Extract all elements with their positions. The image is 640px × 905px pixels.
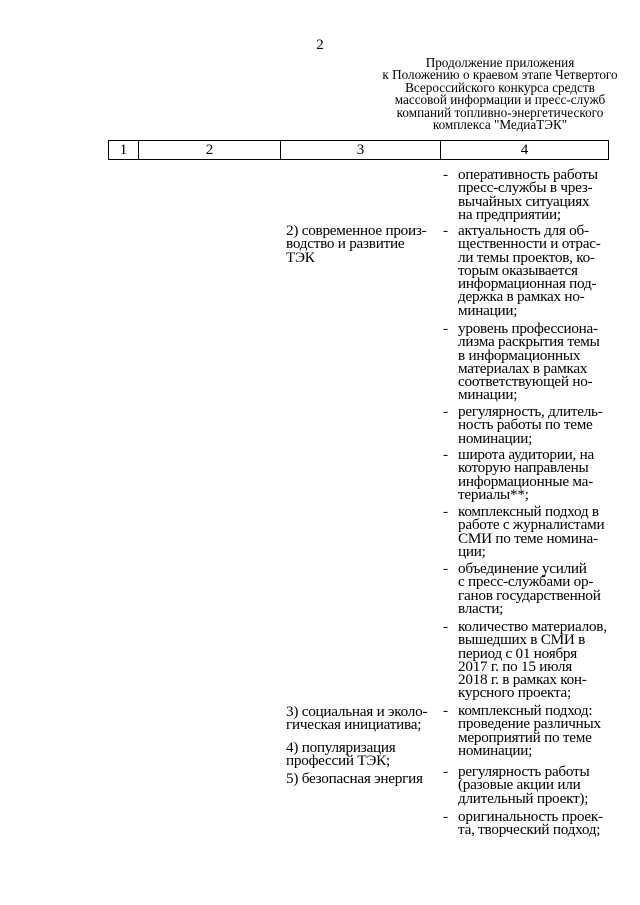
criteria-line: с пресс-службами ор- xyxy=(458,573,594,591)
criteria-line: широта аудитории, на xyxy=(458,446,594,463)
nomination-line: 3) социальная и эколо- xyxy=(286,703,428,720)
criteria-line: на предприятии; xyxy=(458,205,561,223)
list-dash: - xyxy=(443,808,448,825)
criteria-line: ганов государственной xyxy=(458,586,601,604)
header-note-line: компаний топливно-энергетического xyxy=(396,104,604,120)
criteria-line: оригинальность проек- xyxy=(458,808,603,825)
criteria-line: проведение различных xyxy=(458,715,601,733)
criteria-line: ции; xyxy=(458,542,486,560)
criteria-line: 2017 г. по 15 июля xyxy=(458,657,572,675)
criteria-line: соответствующей но- xyxy=(458,373,593,391)
list-dash: - xyxy=(443,618,448,635)
criteria-line: териалы**; xyxy=(458,485,529,503)
nomination-item xyxy=(286,705,427,732)
criteria-line: СМИ по теме номина- xyxy=(458,529,598,547)
criteria-line: объединение усилий xyxy=(458,560,587,577)
header-note-line: Продолжение приложения xyxy=(425,55,575,70)
list-dash: - xyxy=(443,763,448,780)
header-note-line: к Положению о краевом этапе Четвертого xyxy=(382,67,618,83)
criteria-line: номинации; xyxy=(458,429,533,447)
criteria-line: оперативность работы xyxy=(458,166,598,183)
appendix-header-note xyxy=(370,57,630,131)
list-dash: - xyxy=(443,166,448,183)
criteria-line: ли темы проектов, ко- xyxy=(458,248,595,266)
criteria-line: регулярность, длитель- xyxy=(458,403,603,420)
header-note-line: Всероссийского конкурса средств xyxy=(405,79,595,95)
list-dash: - xyxy=(443,222,448,239)
criteria-line: уровень профессиона- xyxy=(458,320,598,337)
criteria-line: держка в рамках но- xyxy=(458,288,585,306)
column-number-4: 4 xyxy=(441,141,609,160)
criteria-line: комплексный подход: xyxy=(458,702,593,719)
nomination-line: 4) популяризация xyxy=(286,739,396,756)
criteria-line: количество материалов, xyxy=(458,618,607,635)
criteria-line: материалах в рамках xyxy=(458,359,588,377)
criteria-line: в информационных xyxy=(458,346,581,364)
criteria-line: та, творческий подход; xyxy=(458,821,601,839)
nomination-line: 2) современное произ- xyxy=(286,222,427,239)
criteria-line: вышедших в СМИ в xyxy=(458,631,586,649)
criteria-line: пресс-службы в чрез- xyxy=(458,179,593,197)
criteria-line: щественности и отрас- xyxy=(458,235,601,253)
column-number-2: 2 xyxy=(139,141,281,160)
nomination-item xyxy=(286,741,396,768)
criteria-line: (разовые акции или xyxy=(458,776,581,794)
criteria-line: актуальность для об- xyxy=(458,222,589,239)
criteria-line: торым оказывается xyxy=(458,261,578,279)
header-note-line: массовой информации и пресс-служб xyxy=(394,92,606,108)
criteria-line: курсного проекта; xyxy=(458,684,572,702)
criteria-line: работе с журналистами xyxy=(458,516,605,534)
nomination-line: ТЭК xyxy=(286,248,315,266)
criteria-line: регулярность работы xyxy=(458,763,590,780)
nomination-line: профессий ТЭК; xyxy=(286,752,390,770)
criteria-line: 2018 г. в рамках кон- xyxy=(458,671,587,689)
criteria-line: минации; xyxy=(458,386,518,404)
criteria-line: власти; xyxy=(458,599,504,617)
criteria-line: информационная под- xyxy=(458,275,597,293)
criteria-line: информационные ма- xyxy=(458,472,593,490)
criteria-line: номинации; xyxy=(458,741,533,759)
list-dash: - xyxy=(443,320,448,337)
nomination-item xyxy=(286,224,426,264)
nomination-line: водство и развитие xyxy=(286,235,405,253)
criteria-line: лизма раскрытия темы xyxy=(458,333,600,351)
page-number: 2 xyxy=(316,37,324,53)
nomination-line: 5) безопасная энергия xyxy=(286,770,423,787)
header-note-line: комплекса "МедиаТЭК" xyxy=(432,117,568,133)
column-number-row xyxy=(109,141,609,160)
criteria-line: вычайных ситуациях xyxy=(458,192,590,210)
nomination-line: гическая инициатива; xyxy=(286,716,422,734)
list-dash: - xyxy=(443,503,448,520)
criteria-line: ность работы по теме xyxy=(458,416,593,434)
column-number-table xyxy=(108,140,609,160)
column-number-3: 3 xyxy=(281,141,441,160)
criteria-line: минации; xyxy=(458,301,518,319)
criteria-line: которую направлены xyxy=(458,459,589,477)
list-dash: - xyxy=(443,403,448,420)
list-dash: - xyxy=(443,560,448,577)
list-dash: - xyxy=(443,446,448,463)
nomination-item xyxy=(286,772,423,785)
column-number-1: 1 xyxy=(109,141,139,160)
list-dash: - xyxy=(443,702,448,719)
criteria-line: период с 01 ноября xyxy=(458,644,578,662)
criteria-line: мероприятий по теме xyxy=(458,728,592,746)
criteria-line: длительный проект); xyxy=(458,789,589,807)
criteria-line: комплексный подход в xyxy=(458,503,599,520)
